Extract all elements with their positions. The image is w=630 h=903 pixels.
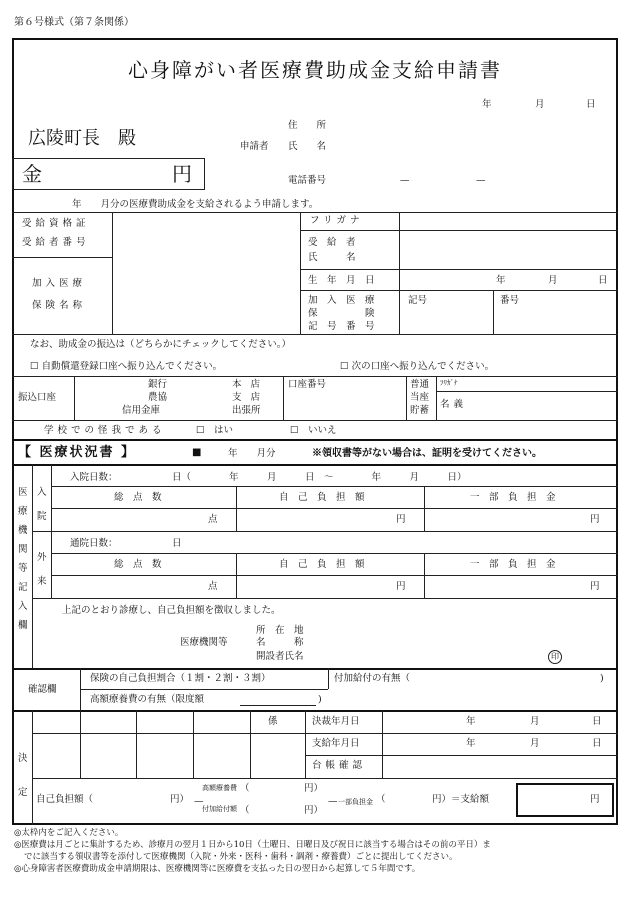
status-header: 【 医療状況書 】 xyxy=(18,445,137,460)
out-days-unit: 日 xyxy=(172,538,182,549)
acct-type: 貯蓄 xyxy=(410,405,430,416)
holder-label: 名義 xyxy=(440,399,468,410)
footnote: ◎医療費は月ごとに集計するため、診療月の翌月１日から10日（土曜日、日曜日及び祝日に該当する場合はその前の平日）ま xyxy=(14,840,491,850)
footnote: ◎心身障害者医療費助成金申請期限は、医療機関等に医療費を支払った日の翌日から起算して５年間です。 xyxy=(14,864,421,874)
branch-type: 出張所 xyxy=(232,405,261,416)
partial-small: 一部負担金 xyxy=(338,798,373,806)
status-note: ※領収書等がない場合は、証明を受けてください。 xyxy=(312,448,542,459)
name-label: 氏 名 xyxy=(288,141,327,152)
d-day: 日 xyxy=(592,738,602,749)
d-year: 年 xyxy=(466,716,476,727)
col-self: 自 己 負 担 額 xyxy=(279,559,365,570)
paren-open: （ xyxy=(240,805,250,816)
bank-type: 信用金庫 xyxy=(122,405,161,416)
fuka-small: 付加給付額 xyxy=(202,805,237,813)
ins-no-label: 加 入 医 療 xyxy=(308,295,375,306)
amount-kin: 金 xyxy=(22,162,42,186)
confirm-kougaku-close: ) xyxy=(318,694,322,705)
d-day: 日 xyxy=(592,716,602,727)
date-month: 月 xyxy=(535,99,545,110)
transfer-note: なお、助成金の振込は（どちらかにチェックしてください。） xyxy=(30,339,291,350)
paren-open: （ xyxy=(240,783,250,794)
recipient-no-label: 受給者番号 xyxy=(22,237,90,248)
yen-close: 円） xyxy=(170,794,190,805)
status-bullet: ■ xyxy=(192,447,202,458)
birth-year: 年 xyxy=(496,275,506,286)
bank-type: 銀行 xyxy=(148,379,168,390)
col-points: 総 点 数 xyxy=(114,492,162,503)
account-no-label: 口座番号 xyxy=(288,379,327,390)
acct-type: 当座 xyxy=(410,392,430,403)
checkbox[interactable]: ☐ xyxy=(30,361,39,372)
confirm-label: 確認欄 xyxy=(28,684,57,695)
insurer-label: 加入医療 xyxy=(32,278,87,289)
col-self: 自 己 負 担 額 xyxy=(279,492,365,503)
seal-mark: 印 xyxy=(548,650,562,664)
decision-row: 台帳確認 xyxy=(312,760,367,771)
col-partial: 一 部 負 担 金 xyxy=(470,492,556,503)
certify-text: 上記のとおり診療し、自己負担額を徴収しました。 xyxy=(62,605,281,616)
school-question: 学校での怪我である xyxy=(44,425,166,436)
request-text: 年 月分の医療費助成金を支給されるよう申請します。 xyxy=(72,199,319,210)
yen-unit: 円 xyxy=(590,581,600,592)
form-title: 心身障がい者医療費助成金支給申請書 xyxy=(128,58,502,82)
in-days-unit: 日（ 年 月 日 ～ 年 月 日） xyxy=(172,472,467,483)
school-yes[interactable]: ☐ はい xyxy=(196,425,234,436)
confirm-extra-close: ) xyxy=(600,673,604,684)
phone-sep: — xyxy=(400,175,410,186)
checkbox[interactable]: ☐ xyxy=(196,425,205,436)
minus: — xyxy=(328,796,338,807)
minus: — xyxy=(194,796,204,807)
birth-label: 生 年 月 日 xyxy=(308,275,375,286)
confirm-extra: 付加給付の有無（ xyxy=(334,673,411,684)
checkbox[interactable]: ☐ xyxy=(340,361,349,372)
branch-type: 本店 xyxy=(232,379,270,390)
self-amount-label: 自己負担額（ xyxy=(36,794,94,805)
furigana-label: フリガナ xyxy=(310,215,364,226)
transfer-option-2[interactable]: ☐ 次の口座へ振り込んでください。 xyxy=(340,361,495,372)
applicant-label: 申請者 xyxy=(240,141,269,152)
birth-day: 日 xyxy=(598,275,608,286)
phone-sep: — xyxy=(476,175,486,186)
kigo-label: 記号 xyxy=(408,295,428,306)
status-period: 年 月分 xyxy=(228,448,276,459)
inpatient-label: 入院 xyxy=(37,487,47,522)
branch-type: 支店 xyxy=(232,392,270,403)
confirm-kougaku: 高額療養費の有無（限度額 xyxy=(90,694,205,705)
insurer-label: 保険名称 xyxy=(32,300,87,311)
footnote: ◎太枠内をご記入ください。 xyxy=(14,828,124,838)
school-no[interactable]: ☐ いいえ xyxy=(290,425,337,436)
checkbox[interactable]: ☐ xyxy=(290,425,299,436)
amount-yen: 円 xyxy=(172,162,192,186)
transfer-option-1[interactable]: ☐ 自動償還登録口座へ振り込んでください。 xyxy=(30,361,223,372)
phone-label: 電話番号 xyxy=(288,175,327,186)
side-label: 医 療 機 関 等 記 入 欄 xyxy=(18,487,28,631)
recipient-label: 受 給 者 xyxy=(308,237,356,248)
yen-unit: 円 xyxy=(396,514,406,525)
date-day: 日 xyxy=(586,99,596,110)
col-points: 総 点 数 xyxy=(114,559,162,570)
yen-unit: 円 xyxy=(396,581,406,592)
form-number: 第６号様式（第７条関係） xyxy=(14,17,134,28)
yen-close: 円） xyxy=(304,783,324,794)
d-year: 年 xyxy=(466,738,476,749)
decision-label: 決 定 xyxy=(18,753,47,798)
decision-row: 決裁年月日 xyxy=(312,716,360,727)
equals-label: 円）＝支給額 xyxy=(432,794,490,805)
d-month: 月 xyxy=(530,738,540,749)
birth-month: 月 xyxy=(548,275,558,286)
outpatient-label: 外来 xyxy=(37,552,47,587)
recipient-label: 氏 名 xyxy=(308,252,356,263)
inst-name: 名 称 xyxy=(256,637,304,648)
inst-founder: 開設者氏名 xyxy=(256,651,304,662)
paren-open: （ xyxy=(376,794,386,805)
inst-location: 所 在 地 xyxy=(256,625,304,636)
cert-label: 受給資格証 xyxy=(22,218,90,229)
kakari-label: 係 xyxy=(268,716,278,727)
in-days-label: 入院日数： xyxy=(70,472,118,483)
ins-no-label: 記 号 番 号 xyxy=(308,321,375,332)
col-partial: 一 部 負 担 金 xyxy=(470,559,556,570)
furigana-small: ﾌﾘｶﾞﾅ xyxy=(440,379,458,387)
bango-label: 番号 xyxy=(500,295,520,306)
kougaku-small: 高額療養費 xyxy=(202,784,237,792)
inst-label: 医療機関等 xyxy=(180,637,228,648)
payment-yen: 円 xyxy=(590,794,600,805)
bank-label: 振込口座 xyxy=(18,392,57,403)
confirm-ratio: 保険の自己負担割合（１割・２割・３割） xyxy=(90,673,271,684)
acct-type: 普通 xyxy=(410,379,430,390)
footnote: でに該当する領収書等を添付して医療機関（入院・外来・医科・歯科・調剤・療養費）ごとに提出してください。 xyxy=(24,852,458,862)
date-year: 年 xyxy=(482,99,492,110)
pt-unit: 点 xyxy=(208,581,218,592)
bank-type: 農協 xyxy=(148,392,168,403)
ins-no-label: 保 険 xyxy=(308,308,375,319)
d-month: 月 xyxy=(530,716,540,727)
out-days-label: 通院日数： xyxy=(70,538,118,549)
yen-close: 円） xyxy=(304,805,324,816)
addressee: 広陵町長 殿 xyxy=(28,128,136,149)
decision-row: 支給年月日 xyxy=(312,738,360,749)
address-label: 住 所 xyxy=(288,120,327,131)
yen-unit: 円 xyxy=(590,514,600,525)
pt-unit: 点 xyxy=(208,514,218,525)
